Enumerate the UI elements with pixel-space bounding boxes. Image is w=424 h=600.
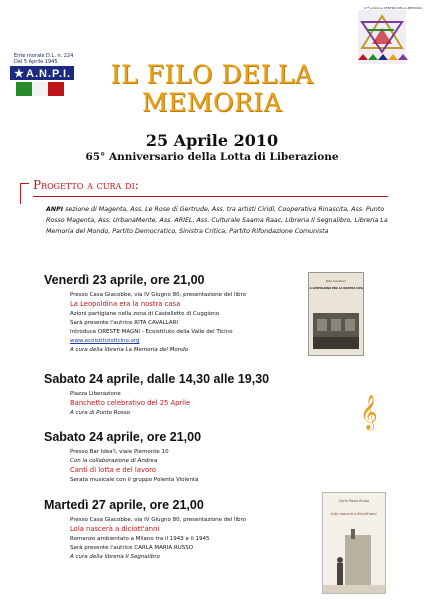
svg-text:★: ★ (14, 68, 24, 80)
event-4-line: Presso Casa Giacobbe, via IV Giugno 80, presentazione del libro (70, 517, 246, 523)
event-3-title: Canti di lotta e del lavoro (70, 466, 156, 474)
book-cover-lola (322, 492, 386, 594)
book1-title: LA LEOPOLDINA ERA LA NOSTRA CASA (309, 287, 363, 290)
event-1-line: Sarà presente l'autrice RITA CAVALLARI (70, 320, 179, 326)
event-3-collaboration: Con la collaborazione di Andrea (70, 458, 158, 464)
book2-author: Carla Maria Russo (338, 499, 370, 503)
ente-line-2: Del 5 Aprile 1945 (14, 59, 58, 65)
event-4-heading: Martedì 27 aprile, ore 21,00 (44, 498, 204, 512)
main-title-line-2: MEMORIA (141, 88, 283, 117)
event-2-heading: Sabato 24 aprile, dalle 14,30 alle 19,30 (44, 372, 270, 386)
ecoistituto-link[interactable]: www.ecoistitutoticino.org (70, 338, 140, 344)
ente-line-1: Ente morale D.L. n. 224 (14, 53, 74, 59)
organizers-list: sezione di Magenta, Ass. Le Rose di Gertrude, Ass. tra artisti Ciridì, Cooperativa Rinascita, Ass. Punto Rosso Magenta, Ass. UrbanaMente, Ass. ARIEL, Ass. Culturale Saama Raac, Libreria Il Segnalibro, Libreria La Memoria del Mondo, Partito Democratico, Sinistra Critica, Partito Rifondazione Comunista (46, 206, 388, 235)
event-1-organizer: A cura della libreria La Memoria del Mondo (70, 347, 189, 353)
event-4-organizer: A cura della libreria Il Segnalibro (70, 554, 160, 560)
book-cover-leopoldina (308, 272, 364, 356)
organizers-lead: ANPI (46, 206, 64, 213)
event-4-line: Sarà presente l'autrice CARLA MARIA RUSSO (70, 545, 194, 551)
event-4-book-title: Lola nascerà a diciott'anni (70, 525, 160, 533)
event-4-line: Romanzo ambientato a Milano tra il 1943 e il 1945 (70, 536, 210, 542)
top-right-caption: 27ª edizione CENTRO DELLA MEMORIA (364, 6, 423, 10)
progetto-divider (33, 196, 388, 197)
event-1-book-title: La Leopoldina era la nostra casa (70, 300, 181, 308)
event-2-organizer: A cura di Punto Rosso (70, 410, 131, 416)
event-3-line: Presso Bar Idea'l, viale Piemonte 10 (70, 449, 169, 455)
event-1-line: Azioni partigiane nella zona di Castelletto di Cuggiono (70, 311, 220, 317)
event-2-title: Banchetto celebrativo del 25 Aprile (70, 399, 191, 407)
organizers-text (46, 204, 391, 237)
progetto-title: Progetto a cura di: (33, 178, 139, 192)
svg-text:A.N.P.I.: A.N.P.I. (26, 68, 72, 80)
treble-clef-icon: 𝄞 (360, 395, 378, 430)
event-3-line: Serata musicale con il gruppo Polenta Violenta (70, 477, 199, 483)
event-1-line: Introduce ORESTE MAGNI - Ecoistituto della Valle del Ticino (70, 329, 233, 335)
anniversary-subtitle: 65° Anniversario della Lotta di Liberazione (85, 151, 339, 163)
section-bracket (20, 183, 29, 204)
event-1-heading: Venerdì 23 aprile, ore 21,00 (44, 273, 205, 287)
book2-title: Lola nascerà a diciott'anni (331, 512, 377, 516)
book1-author: Rita Cavallari (325, 279, 347, 283)
event-2-line: Piazza Liberazione (70, 391, 121, 397)
event-date: 25 Aprile 2010 (145, 131, 279, 150)
event-3-heading: Sabato 24 aprile, ore 21,00 (44, 430, 202, 444)
main-title-line-1: IL FILO DELLA (110, 60, 314, 89)
event-1-line: Presso Casa Giacobbe, via IV Giugno 80, presentazione del libro (70, 292, 246, 298)
